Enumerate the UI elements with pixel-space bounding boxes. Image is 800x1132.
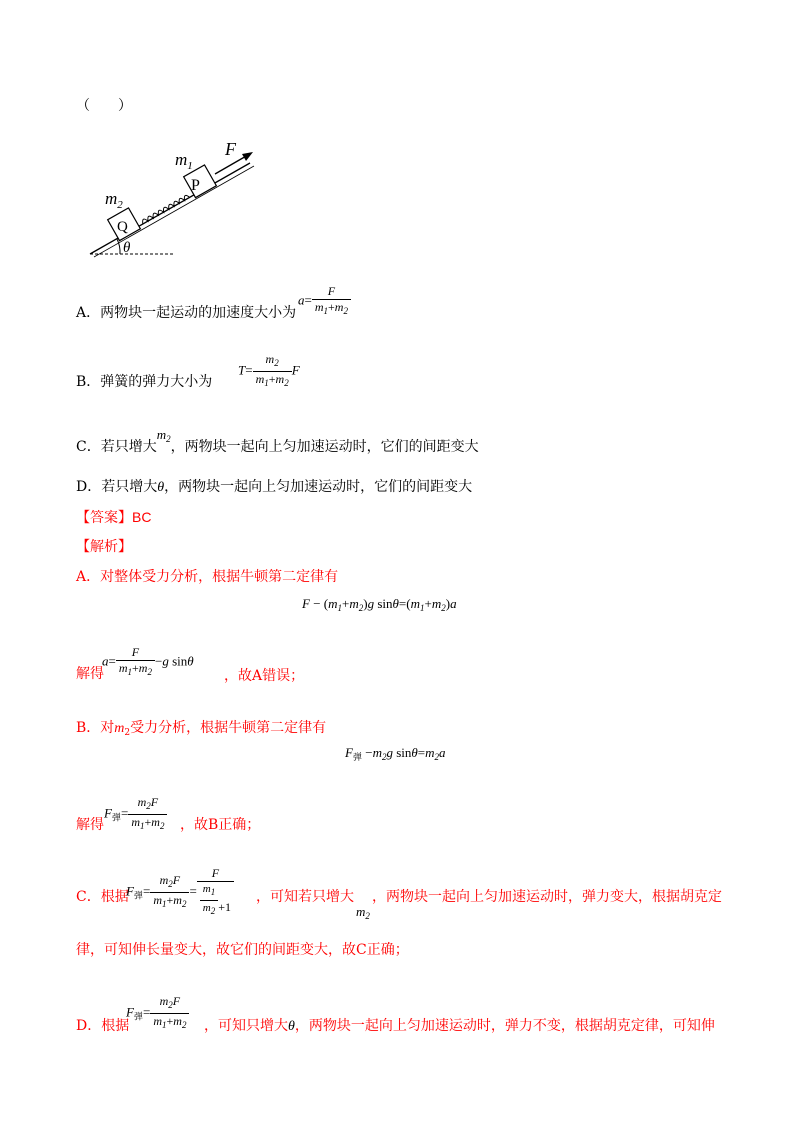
arrow-head: [242, 152, 253, 161]
label-p: P: [191, 177, 200, 194]
option-a-formula: a= $\frac{F}{m_1+m_2}$: [298, 284, 351, 319]
analysis-a-intro: A．对整体受力分析，根据牛顿第二定律有: [76, 569, 339, 585]
analysis-c-pre: C．根据: [76, 889, 129, 905]
option-d-text: D．若只增大θ，两物块一起向上匀加速运动时，它们的间距变大: [76, 479, 473, 495]
incline-diagram: [85, 138, 270, 260]
analysis-c-m2: $m_2$: [356, 904, 370, 921]
analysis-c-formula: $F_弹=$ $\frac{m_2F}{m_1+m_2}$ = F $\frac{m_1}{m_2}$ +1: [126, 866, 234, 919]
option-b-text: B．弹簧的弹力大小为: [76, 374, 213, 390]
option-b-formula: T= $\frac{m_2}{m_1+m_2}$ F: [238, 352, 300, 391]
analysis-d-text: ，可知只增大θ，两物块一起向上匀加速运动时，弹力不变，根据胡克定律，可知伸: [204, 1018, 715, 1034]
spring: [141, 194, 190, 224]
incline-line: [90, 163, 250, 254]
label-f: F: [225, 139, 236, 159]
label-q: Q: [117, 219, 128, 235]
label-m1: $m_1$: [175, 150, 193, 172]
question-bracket: （ ）: [76, 98, 132, 114]
analysis-d-formula: $F_弹=$ $\frac{m_2F}{m_1+m_2}$: [126, 994, 189, 1033]
analysis-a-equation: $F - (m_1+m_2)g$ $\sin\theta=(m_1+m_2)a$: [302, 596, 457, 613]
incline-line-lower: [94, 166, 254, 257]
analysis-label: 【解析】: [76, 539, 132, 555]
analysis-c-post: ，两物块一起向上匀加速运动时，弹力变大，根据胡克定: [372, 889, 722, 905]
label-m2: $m_2$: [105, 189, 123, 211]
label-theta: θ: [123, 240, 131, 256]
option-c-text: C．若只增大$m_2$，两物块一起向上匀加速运动时，它们的间距变大: [76, 427, 479, 455]
analysis-b-result-formula: $F_弹=$ $\frac{m_2F}{m_1+m_2}$: [104, 795, 167, 834]
analysis-b-result-post: ，故B正确；: [180, 817, 261, 833]
analysis-b-result-pre: 解得: [76, 817, 104, 833]
analysis-a-result-pre: 解得: [76, 666, 104, 682]
answer-line: 【答案】BC: [76, 509, 152, 526]
analysis-b-intro: B．对$m_2$受力分析，根据牛顿第二定律有: [76, 720, 327, 738]
analysis-c-mid: ，可知若只增大: [256, 889, 354, 905]
analysis-b-equation: $F_弹 -m_2g$ $\sin\theta=m_2a$: [345, 745, 446, 762]
option-a-text: A．两物块一起运动的加速度大小为: [76, 305, 297, 321]
analysis-d-pre: D．根据: [76, 1018, 130, 1034]
analysis-c-line2: 律，可知伸长量变大，故它们的间距变大，故C正确；: [76, 942, 409, 958]
analysis-a-result-formula: a= $\frac{F}{m_1+m_2}$ −g sinθ: [102, 645, 194, 680]
analysis-a-result-post: ，故A错误；: [224, 668, 305, 684]
